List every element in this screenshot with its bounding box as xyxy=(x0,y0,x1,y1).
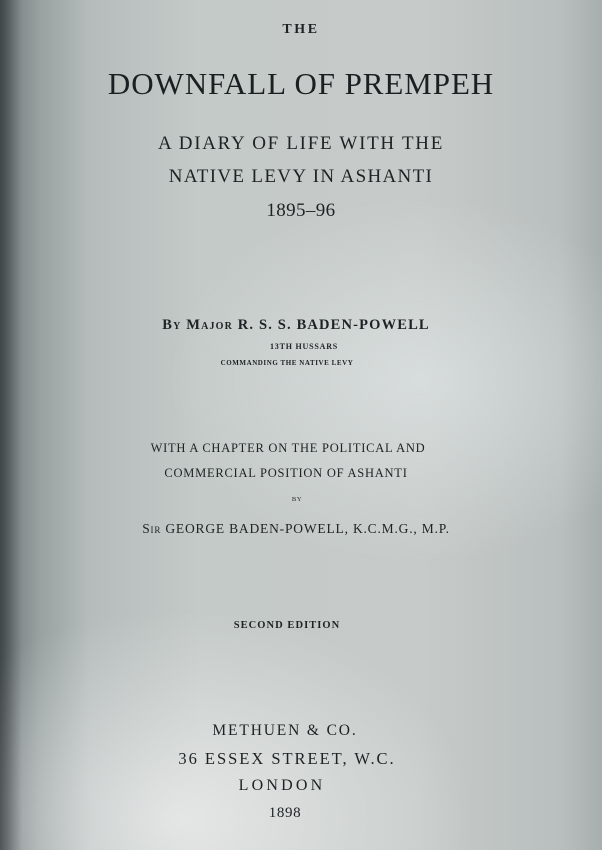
publication-year: 1898 xyxy=(268,805,302,821)
author-line xyxy=(0,317,597,334)
author-command: COMMANDING THE NATIVE LEVY xyxy=(220,359,354,367)
contributor-prefix: Sir xyxy=(142,521,162,536)
publisher-name: METHUEN & CO. xyxy=(212,722,358,739)
edition-label: SECOND EDITION xyxy=(233,620,341,631)
author-regiment: 13TH HUSSARS xyxy=(269,342,339,351)
title-article: THE xyxy=(282,22,320,37)
subtitle-line-2: NATIVE LEVY IN ASHANTI xyxy=(168,166,434,187)
subtitle-line-1: A DIARY OF LIFE WITH THE xyxy=(157,133,445,154)
chapter-by: BY xyxy=(291,496,303,503)
contributor-line xyxy=(0,521,597,537)
publisher-city: LONDON xyxy=(238,777,326,794)
subtitle-years: 1895–96 xyxy=(266,200,336,221)
contributor-name: GEORGE BADEN-POWELL, K.C.M.G., M.P. xyxy=(165,521,450,536)
author-by: By Major xyxy=(162,317,233,333)
chapter-note-line-1: WITH A CHAPTER ON THE POLITICAL AND xyxy=(150,441,426,455)
author-name: R. S. S. BADEN-POWELL xyxy=(237,317,430,333)
publisher-address: 36 ESSEX STREET, W.C. xyxy=(178,749,396,768)
chapter-note-line-2: COMMERCIAL POSITION OF ASHANTI xyxy=(164,466,408,480)
book-title: DOWNFALL OF PREMPEH xyxy=(107,66,495,101)
